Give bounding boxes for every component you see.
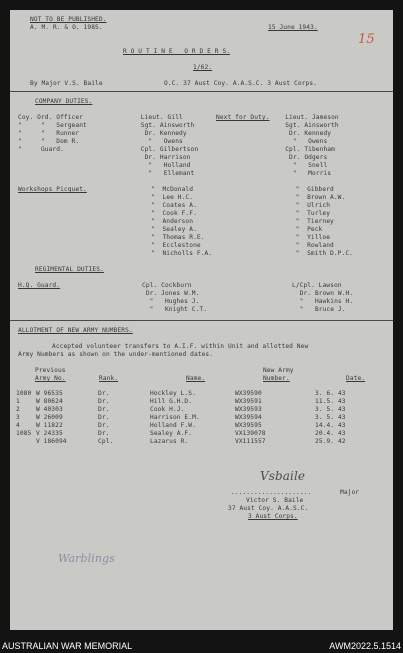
army-number-row-cell: Harrison E.M.	[150, 414, 200, 421]
regimental-row-cell: " Hawkins H.	[292, 298, 354, 305]
regimental-row	[142, 282, 392, 290]
company-duties-heading: COMPANY DUTIES.	[35, 98, 93, 105]
picquet-row	[151, 218, 393, 226]
duty-row	[18, 154, 393, 162]
army-numbers-heading: ALLOTMENT OF NEW ARMY NUMBERS.	[18, 327, 133, 334]
regimental-row-cell: " Hughes J.	[142, 298, 200, 305]
picquet-row	[151, 202, 393, 210]
army-number-row-cell: Cook H.J.	[150, 406, 185, 413]
army-number-row-cell: Dr.	[98, 406, 110, 413]
army-numbers-paragraph-line2: Army Numbers as shown on the under-mentioned dates.	[18, 351, 214, 358]
army-number-row-cell: Cpl.	[98, 438, 114, 445]
regimental-row-cell: Cpl. Cockburn	[142, 282, 192, 289]
classification-text: NOT TO BE PUBLISHED.	[30, 16, 107, 23]
picquet-row	[151, 186, 393, 194]
regimental-row-cell: L/Cpl. Lawson	[292, 282, 342, 289]
army-number-row-cell: 25.9. 42	[315, 438, 346, 445]
oc-line: O.C. 37 Aust Coy. A.A.S.C. 3 Aust Corps.	[164, 80, 318, 87]
pencil-annotation: Warblings	[58, 552, 115, 565]
army-number-row-cell: 20.4. 43	[315, 430, 346, 437]
duty-row-cell: Cpl. Gilbertson	[140, 146, 199, 153]
picquet-row-cell: " Smith D.P.C.	[295, 250, 353, 257]
army-number-row	[16, 422, 385, 430]
duty-row-cell	[18, 170, 141, 178]
picquet-row-cell: " Peck	[295, 226, 323, 233]
duty-row-cell: Dr. Harrison	[140, 154, 191, 161]
regimental-row-cell: Dr. Brown W.H.	[292, 290, 354, 297]
section-divider	[10, 320, 393, 321]
army-number-row-cell: WX39594	[235, 414, 262, 421]
signature-unit: 37 Aust Coy. A.A.S.C.	[228, 505, 309, 512]
signature-corps: 3 Aust Corps.	[248, 513, 298, 520]
picquet-row-cell: " McDonald	[151, 186, 194, 193]
duty-row-cell: Coy. Ord. Officer	[18, 114, 84, 121]
regimental-duties-table	[142, 282, 392, 314]
col-rank: Rank.	[99, 375, 119, 382]
picquet-row	[151, 210, 393, 218]
army-number-row-cell: Dr.	[98, 430, 110, 437]
handwritten-folio-number: 15	[358, 32, 375, 47]
picquet-row	[151, 250, 393, 258]
duty-row-cell: Sgt. Ainsworth	[140, 122, 195, 129]
army-number-row-cell: 3. 5. 43	[315, 414, 346, 421]
order-date: 15 June 1943.	[268, 24, 318, 31]
col-name: Name.	[186, 375, 206, 382]
army-number-row-cell: Dr.	[98, 398, 110, 405]
picquet-row	[151, 226, 393, 234]
army-number-row	[16, 438, 385, 446]
picquet-row	[151, 234, 393, 242]
army-number-row-cell	[16, 438, 36, 446]
army-number-row	[16, 406, 385, 414]
picquet-row-cell: " Tierney	[295, 218, 334, 225]
picquet-row-cell: " Lee H.C.	[151, 194, 194, 201]
regimental-duties-heading: REGIMENTAL DUTIES.	[35, 266, 104, 273]
army-number-row-cell: 11.5. 43	[315, 398, 346, 405]
signature-name: Victor S. Baile	[246, 497, 304, 504]
army-number-row-cell: W 96535	[36, 390, 63, 397]
army-numbers-table	[16, 390, 385, 446]
picquet-row-cell: " Anderson	[151, 218, 194, 225]
duty-row-cell: Sgt. Ainsworth	[285, 122, 339, 129]
by-line: By Major V.S. Baile	[30, 80, 103, 87]
army-number-row-cell: W 80624	[36, 398, 63, 405]
army-number-row-cell: WX39590	[235, 390, 262, 397]
army-number-row-cell: Dr.	[98, 414, 110, 421]
picquet-row-cell: " Gibberd	[295, 186, 334, 193]
col-previous: Previous	[35, 367, 66, 374]
duty-row-cell: " Morris	[285, 170, 332, 177]
picquet-row	[151, 242, 393, 250]
picquet-row-cell: " Nicholls F.A.	[151, 250, 213, 257]
army-number-row	[16, 398, 385, 406]
duty-row-cell: " Owens	[285, 138, 328, 145]
col-date: Date.	[346, 375, 366, 382]
picquet-row-cell: " Ulrich	[295, 202, 331, 209]
duty-row-cell: " Owens	[140, 138, 183, 145]
order-number: 1/62.	[193, 64, 213, 71]
army-number-row-cell: Sealey A.F.	[150, 430, 193, 437]
regimental-row-cell: " Knight C.T.	[142, 306, 208, 313]
duty-row	[18, 130, 393, 138]
regimental-row	[142, 290, 392, 298]
army-number-row	[16, 390, 385, 398]
document-title: R O U T I N E O R D E R S.	[123, 48, 231, 55]
army-number-row-cell: Hill G.H.D.	[150, 398, 193, 405]
army-number-row-cell: WX39591	[235, 398, 262, 405]
picquet-row-cell: " Yilloe	[295, 234, 331, 241]
duty-row-cell: " " Dom R.	[18, 138, 80, 145]
duty-row-cell: Dr. Odgers	[285, 154, 328, 161]
duty-row-cell: " " Runner	[18, 130, 80, 137]
picquet-row-cell: " Cook F.F.	[151, 210, 197, 217]
duty-row-cell: " Ellemant	[140, 170, 195, 177]
col-new-army: New Army	[263, 367, 294, 374]
duty-row-cell	[18, 162, 141, 170]
duty-row-cell: Dr. Kennedy	[285, 130, 332, 137]
regimental-row	[142, 306, 392, 314]
army-number-row-cell: 2	[16, 406, 20, 413]
duty-row	[18, 114, 393, 122]
routine-orders-document	[10, 10, 393, 630]
signature-rank: Major	[340, 489, 360, 496]
army-number-row-cell: 1085	[16, 430, 32, 437]
army-number-row-cell: WX39595	[235, 422, 262, 429]
army-number-row-cell: Hockley L.S.	[150, 390, 196, 397]
army-number-row-cell: 3. 6. 43	[315, 390, 346, 397]
army-number-row-cell: WX39593	[235, 406, 262, 413]
duty-row-cell: " Holland	[140, 162, 191, 169]
army-number-row-cell: V 24335	[36, 430, 63, 437]
footer-accession-number: AWM2022.5.1514	[329, 641, 401, 651]
signature-scrawl: Vsbaile	[260, 469, 306, 483]
army-numbers-paragraph-line1: Accepted volunteer transfers to A.I.F. within Unit and allotted New	[52, 343, 309, 350]
duty-row	[18, 146, 393, 154]
col-number: Number.	[263, 375, 290, 382]
army-number-row-cell: 3. 5. 43	[315, 406, 346, 413]
army-number-row-cell: 3	[16, 414, 20, 421]
duty-row	[18, 162, 393, 170]
army-number-row-cell: W 11822	[36, 422, 63, 429]
army-number-row	[16, 414, 385, 422]
army-number-row-cell: 1	[16, 398, 20, 405]
army-number-row-cell: VX111557	[235, 438, 266, 445]
army-number-row-cell: Dr.	[98, 390, 110, 397]
duty-row-cell: Lieut. Jameson	[285, 114, 339, 121]
workshops-picquet-heading: Workshops Picquet.	[18, 186, 87, 193]
army-number-row-cell: Dr.	[98, 422, 110, 429]
company-duties-table	[18, 114, 393, 178]
next-for-duty-label: Next for Duty.	[216, 114, 270, 121]
picquet-row	[151, 194, 393, 202]
regimental-row-cell: " Bruce J.	[292, 306, 346, 313]
duty-row-cell: Dr. Kennedy	[140, 130, 187, 137]
archive-footer	[0, 639, 403, 653]
army-number-row	[16, 430, 385, 438]
army-number-row-cell: VX139078	[235, 430, 266, 437]
duty-row-cell: " Guard.	[18, 146, 64, 153]
picquet-row-cell: " Coates A.	[151, 202, 197, 209]
duty-row	[18, 170, 393, 178]
army-number-row-cell: 4	[16, 422, 20, 429]
duty-row-cell: Lieut. Gill	[140, 114, 183, 121]
duty-row-cell: " Snell	[285, 162, 328, 169]
army-number-row-cell: V 186094	[36, 438, 67, 445]
hq-guard-label: H.Q. Guard.	[18, 282, 61, 289]
duty-row	[18, 138, 393, 146]
duty-row-cell: Cpl. Tibenham	[285, 146, 335, 153]
duty-row-cell: " " Sergeant	[18, 122, 87, 129]
army-number-row-cell: 14.4. 43	[315, 422, 346, 429]
footer-institution: AUSTRALIAN WAR MEMORIAL	[2, 641, 133, 651]
col-army-no: Army No.	[35, 375, 66, 382]
picquet-row-cell: " Rowland	[295, 242, 334, 249]
duty-row-cell	[18, 154, 141, 162]
picquet-row-cell: " Thomas R.E.	[151, 234, 205, 241]
regimental-row-cell: Dr. Jones W.M.	[142, 290, 200, 297]
army-number-row-cell: 1080	[16, 390, 32, 397]
army-number-row-cell: W 26009	[36, 414, 63, 421]
regimental-row	[142, 298, 392, 306]
army-number-row-cell: Lazarus R.	[150, 438, 189, 445]
picquet-row-cell: " Brown A.W.	[295, 194, 346, 201]
picquet-row-cell: " Sealey A.	[151, 226, 197, 233]
picquet-row-cell: " Turley	[295, 210, 331, 217]
reference-text: A. M. R. & O. 1985.	[30, 24, 103, 31]
signature-dots: .....................	[231, 489, 312, 496]
army-number-row-cell: Holland F.W.	[150, 422, 196, 429]
duty-row	[18, 122, 393, 130]
picquet-row-cell: " Ecclestone	[151, 242, 201, 249]
army-number-row-cell: W 40303	[36, 406, 63, 413]
section-divider	[10, 91, 393, 92]
workshops-picquet-table	[151, 186, 393, 258]
